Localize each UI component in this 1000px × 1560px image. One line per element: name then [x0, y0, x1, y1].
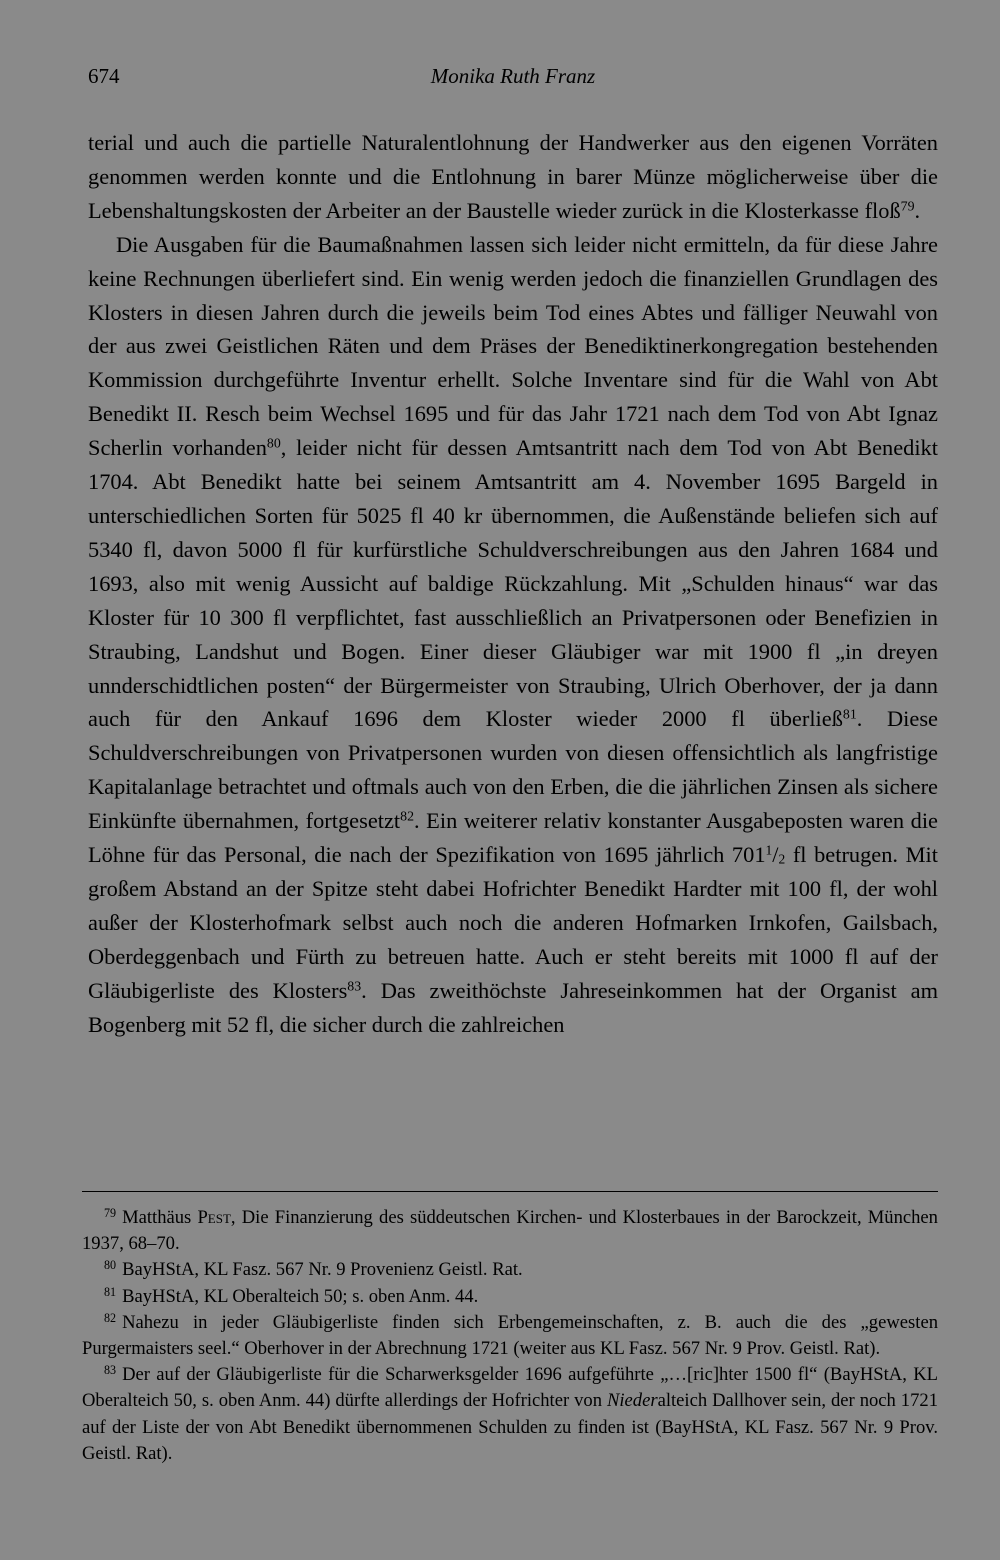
footnote-80	[82, 1257, 938, 1283]
footnote-text: Der auf der Gläubigerliste für die Scharwerksgelder 1696 aufgeführte „…[ric]hter 1500 fl“ (BayHStA, KL Oberalteich 50, s. oben Anm. 44) dürfte allerdings der Hofrichter von	[82, 1364, 938, 1412]
footnote-number: 82	[104, 1310, 117, 1325]
footnote-ref-82: 82	[400, 809, 415, 825]
footnote-79	[82, 1205, 938, 1257]
footnote-ref-79: 79	[900, 199, 915, 215]
paragraph-1-text: terial und auch die partielle Naturalentlohnung der Handwerker aus den eigenen Vorräten genommen werden konnte und die Entlohnung in barer Münze möglicherweise über die Lebenshaltungskosten der Arbeiter an der Baustelle wieder zurück in die Klosterkasse floß	[88, 130, 938, 223]
footnote-text: alteich Dallhover sein, der noch 1721 auf der Liste der von Abt Benedikt übernommenen Schulden zu finden ist (BayHStA, KL Fasz. 567 Nr. 9 Prov. Geistl. Rat).	[82, 1390, 938, 1464]
footnote-ref-83: 83	[347, 979, 362, 995]
footnote-83	[82, 1362, 938, 1467]
paragraph-1-end: .	[914, 197, 921, 223]
footnote-ref-81: 81	[842, 707, 857, 723]
footnote-81	[82, 1284, 938, 1310]
paragraph-2-part-5: fl betrugen. Mit großem Abstand an der Spitze steht dabei Hofrichter Benedikt Hardter mit 100 fl, der wohl außer der Klosterhofmark selbst auch noch die anderen Hofmarken Irnkofen, Gailsbach, Oberdeggenbach und Fürth zu betreuen hatte. Auch er steht bereits mit 1000 fl auf der Gläubigerliste des Klosters	[88, 842, 938, 1003]
footnote-text: Matthäus	[122, 1207, 198, 1228]
footnote-number: 83	[104, 1363, 117, 1378]
footnote-ref-80: 80	[266, 436, 281, 452]
main-text	[88, 126, 938, 1041]
footnote-number: 80	[104, 1258, 117, 1273]
footnote-author: Pest	[197, 1207, 231, 1228]
footnote-separator	[82, 1191, 938, 1192]
page-number: 674	[88, 64, 120, 88]
page-header	[88, 64, 938, 98]
paragraph-2-part-6: . Das zweithöchste Jahreseinkommen hat der Organist am Bogenberg mit 52 fl, die sicher durch die zahlreichen	[88, 977, 939, 1037]
footnote-italic: Nieder	[606, 1390, 658, 1412]
footnotes	[82, 1205, 938, 1467]
fraction-denominator: 2	[778, 851, 786, 867]
fraction-slash: /	[772, 842, 779, 868]
fraction-numerator: 1	[765, 842, 773, 858]
footnote-text: BayHStA, KL Fasz. 567 Nr. 9 Provenienz Geistl. Rat.	[122, 1259, 523, 1281]
footnote-number: 81	[104, 1284, 117, 1299]
paragraph-1	[88, 126, 938, 228]
footnote-text: Nahezu in jeder Gläubigerliste finden sich Erbengemeinschaften, z. B. auch die des „gewesten Purgermaisters seel.“ Oberhover in der Abrechnung 1721 (weiter aus KL Fasz. 567 Nr. 9 Prov. Geistl. Rat).	[82, 1311, 938, 1360]
footnote-text: , Die Finanzierung des süddeutschen Kirchen- und Klosterbaues in der Barockzeit, München 1937, 68–70.	[82, 1207, 938, 1255]
paragraph-2-part-2: , leider nicht für dessen Amtsantritt nach dem Tod von Abt Benedikt 1704. Abt Benedikt hatte bei seinem Amtsantritt am 4. November 1695 Bargeld in unterschiedlichen Sorten für 5025 fl 40 kr übernommen, die Außenstände beliefen sich auf 5340 fl, davon 5000 fl für kurfürstliche Schuldverschreibungen aus den Jahren 1684 und 1693, also mit wenig Aussicht auf baldige Rückzahlung. Mit „Schulden hinaus“ war das Kloster für 10 300 fl verpflichtet, fast ausschließlich an Privatpersonen oder Benefizien in Straubing, Landshut und Bogen. Einer dieser Gläubiger war mit 1900 fl „in dreyen unnderschidtlichen posten“ der Bürgermeister von Straubing, Ulrich Oberhover, der ja dann auch für den Ankauf 1696 dem Kloster wieder 2000 fl überließ	[88, 435, 938, 732]
paragraph-2	[88, 228, 938, 1042]
running-title: Monika Ruth Franz	[430, 64, 596, 88]
paragraph-2-part-3: . Diese Schuldverschreibungen von Privatpersonen wurden von diesen offensichtlich als langfristige Kapitalanlage betrachtet und oftmals auch von den Erben, die die jährlichen Zinsen als sichere Einkünfte übernahmen, fortgesetzt	[88, 706, 938, 834]
paragraph-2-part-4: . Ein weiterer relativ konstanter Ausgabeposten waren die Löhne für das Personal, die nach der Spezifikation von 1695 jährlich 701	[88, 808, 938, 868]
footnote-82	[82, 1310, 938, 1362]
footnote-text: BayHStA, KL Oberalteich 50; s. oben Anm. 44.	[122, 1285, 479, 1307]
paragraph-2-part-1: Die Ausgaben für die Baumaßnahmen lassen sich leider nicht ermitteln, da für diese Jahre keine Rechnungen überliefert sind. Ein wenig werden jedoch die finanziellen Grundlagen des Klosters in diesen Jahren durch die jeweils beim Tod eines Abtes und fälliger Neuwahl von der aus zwei Geistlichen Räten und dem Präses der Benediktinerkongregation bestehenden Kommission durchgeführte Inventur erhellt. Solche Inventare sind für die Wahl von Abt Benedikt II. Resch beim Wechsel 1695 und für das Jahr 1721 nach dem Tod von Abt Ignaz Scherlin vorhanden	[88, 231, 938, 461]
footnote-number: 79	[104, 1205, 117, 1220]
